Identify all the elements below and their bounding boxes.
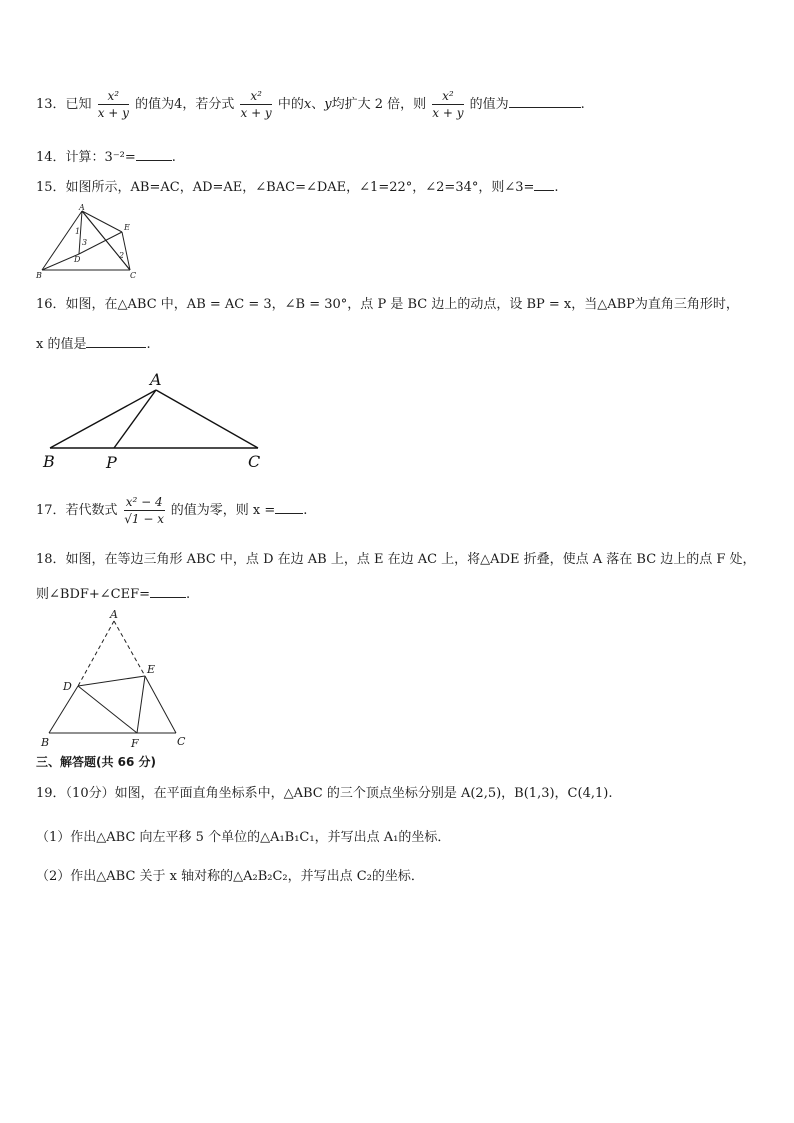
q19-part1-text: （1）作出△ABC 向左平移 5 个单位的△A₁B₁C₁，并写出点 A₁的坐标． — [36, 830, 451, 845]
q16-text-1: 16．如图，在△ABC 中，AB = AC = 3，∠B = 30°，点 P 是 BC 边上的动点，设 BP = x，当△ABP为直角三角形时， — [36, 297, 739, 312]
q13-var-x: x — [303, 97, 312, 112]
q13-sep: 、 — [311, 97, 325, 112]
fig15-label-b: B — [36, 271, 42, 280]
question-19-part-1 — [36, 831, 450, 844]
q15-text: 15．如图所示，AB=AC，AD=AE，∠BAC=∠DAE，∠1=22°，∠2=34°，则∠3= — [36, 180, 535, 195]
q18-text-2: 则∠BDF+∠CEF= — [36, 587, 151, 602]
fig18-label-c: C — [177, 735, 186, 748]
fig15-label-1: 1 — [75, 227, 81, 236]
q16-answer-blank[interactable] — [86, 335, 146, 348]
q13-text-4: 的值为 — [469, 97, 509, 112]
q17-text: 的值为零，则 x = — [170, 503, 276, 518]
fig15-label-e: E — [124, 223, 130, 232]
figure-16 — [38, 368, 278, 476]
question-14: 14．计算：3⁻²= . — [36, 150, 176, 165]
fig15-label-c: C — [130, 271, 137, 280]
question-13: 13．已知 $\frac{\text{x²}}{x + y}$ 的值为4，若分式 $\frac{\text{x²}}{x + y}$ 中的x、y均扩大 2 倍，则 $\frac{\text{x²}}{x + y}$ 的值为 . — [36, 89, 585, 120]
q13-text-1: 的值为4，若分式 — [135, 97, 235, 112]
question-19-part-2 — [36, 870, 424, 883]
fig16-label-c: C — [248, 452, 261, 471]
question-18-line-2: 则∠BDF+∠CEF= . — [36, 587, 191, 602]
q19-part2-text: （2）作出△ABC 关于 x 轴对称的△A₂B₂C₂，并写出点 C₂的坐标． — [36, 869, 424, 884]
q13-text-2: 中的 — [277, 97, 304, 112]
question-18-line-1 — [36, 553, 756, 566]
fig15-label-a: A — [79, 203, 85, 212]
q13-text-3: 均扩大 2 倍，则 — [331, 97, 427, 112]
fig15-label-2: 2 — [119, 251, 125, 260]
fig15-label-3: 3 — [82, 238, 88, 247]
q18-answer-blank[interactable] — [150, 585, 186, 598]
q13-var-y: y — [324, 97, 332, 112]
q13-fraction-3: $\frac{\text{x²}}{x + y}$ — [432, 89, 464, 120]
q16-text-2: x 的值是 — [36, 337, 87, 352]
fig18-label-f: F — [131, 737, 139, 750]
q17-prefix: 17．若代数式 — [36, 503, 118, 518]
q13-answer-blank[interactable] — [509, 95, 581, 108]
q18-text-1: 18．如图，在等边三角形 ABC 中，点 D 在边 AB 上，点 E 在边 AC 上，将△ADE 折叠，使点 A 落在 BC 边上的点 F 处， — [36, 552, 756, 567]
fig16-label-a: A — [150, 370, 162, 389]
question-19 — [36, 787, 612, 800]
fig18-label-e: E — [147, 663, 156, 676]
fig15-label-d: D — [74, 255, 81, 264]
question-16-line-2: x 的值是 . — [36, 337, 151, 352]
q13-prefix: 13．已知 — [36, 97, 92, 112]
fig18-label-b: B — [41, 736, 50, 749]
figure-15 — [34, 202, 144, 282]
fig16-label-p: P — [106, 453, 117, 472]
section-3-title: 三、解答题(共 66 分) — [36, 755, 157, 769]
q19-text: 19．（10分）如图，在平面直角坐标系中，△ABC 的三个顶点坐标分别是 A(2,5)，B(1,3)，C(4,1). — [36, 786, 613, 801]
q17-answer-blank[interactable] — [275, 501, 303, 514]
figure-18 — [36, 606, 196, 752]
fig16-label-b: B — [43, 452, 55, 471]
question-16-line-1 — [36, 298, 739, 311]
q15-answer-blank[interactable] — [534, 178, 554, 191]
q17-fraction: $\frac{\text{x² − 4}}{√1 - x}$ — [124, 495, 164, 526]
question-15: 15．如图所示，AB=AC，AD=AE，∠BAC=∠DAE，∠1=22°，∠2=34°，则∠3= . — [36, 180, 559, 195]
q13-fraction-1: $\frac{\text{x²}}{x + y}$ — [97, 89, 129, 120]
q13-fraction-2: $\frac{\text{x²}}{x + y}$ — [240, 89, 272, 120]
q14-text: 14．计算：3⁻²= — [36, 150, 136, 165]
q14-answer-blank[interactable] — [136, 148, 172, 161]
fig18-label-d: D — [63, 680, 72, 693]
question-17: 17．若代数式 $\frac{\text{x² − 4}}{√1 - x}$ 的值为零，则 x = . — [36, 495, 308, 526]
fig18-label-a: A — [110, 608, 118, 621]
